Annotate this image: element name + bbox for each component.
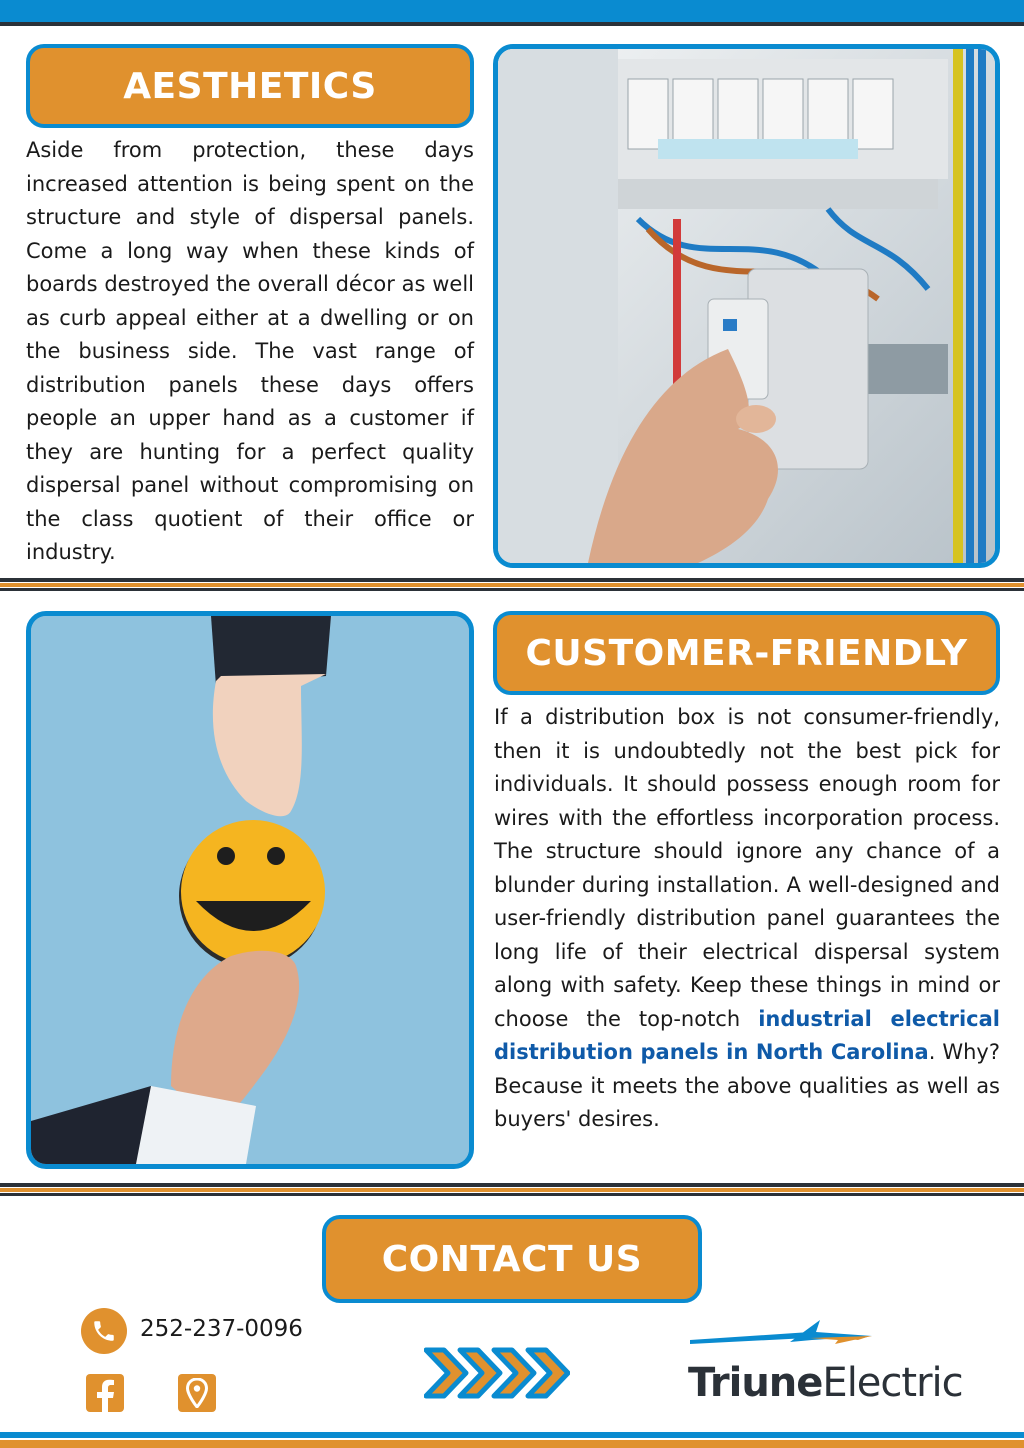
customer-friendly-paragraph: [494, 701, 1000, 1137]
facebook-glyph: [93, 1378, 117, 1412]
top-banner: [0, 0, 1024, 26]
customer-friendly-heading: CUSTOMER-FRIENDLY: [525, 632, 968, 674]
customer-friendly-text-after-link: . Why? Because it meets the above qualities as well as buyers' desires.: [494, 1040, 1001, 1131]
section-divider-1: [0, 578, 1024, 592]
smiley-handoff-illustration: [31, 616, 469, 1164]
section-divider-2: [0, 1183, 1024, 1197]
customer-friendly-text-before-link: If a distribution box is not consumer-friendly, then it is undoubtedly not the best pick for individuals. It should possess enough room for wires with the effortless incorporation process. The structure should ignore any chance of a blunder during installation. A well-designed and user-friendly distribution panel guarantees the long life of their electrical dispersal system along with safety. Keep these things in mind or choose the top-notch: [494, 705, 1000, 1031]
facebook-icon[interactable]: [86, 1374, 124, 1412]
bottom-banner: [0, 1432, 1024, 1448]
lightning-bolt-glyph: [690, 1318, 960, 1358]
location-pin-glyph: [186, 1378, 208, 1408]
industrial-panels-link[interactable]: industrial electrical distribution panels in North Carolina: [494, 1006, 1001, 1064]
chevron-arrows-glyph: [424, 1344, 570, 1402]
phone-icon[interactable]: [81, 1308, 127, 1354]
brand-logo: [688, 1360, 963, 1406]
smiley-handoff-photo: [26, 611, 474, 1169]
phone-glyph: [91, 1318, 117, 1344]
customer-friendly-heading-pill: [493, 611, 1000, 695]
lightning-bolt-icon: [690, 1318, 960, 1358]
location-pin-icon[interactable]: [178, 1374, 216, 1412]
phone-number[interactable]: 252-237-0096: [140, 1316, 303, 1342]
contact-us-heading: CONTACT US: [381, 1238, 643, 1280]
electrician-panel-illustration: [498, 49, 995, 563]
aesthetics-paragraph: Aside from protection, these days increased attention is being spent on the structure and style of dispersal panels. Come a long way when these kinds of boards destroyed the overall décor as well as curb appeal either at a dwelling or on the business side. The vast range of distribution panels these days offers people an upper hand as a customer if they are hunting for a perfect quality dispersal panel without compromising on the class quotient of their office or industry.: [26, 138, 474, 564]
aesthetics-heading: AESTHETICS: [123, 65, 377, 107]
contact-us-pill: [322, 1215, 702, 1303]
electrician-panel-photo: [493, 44, 1000, 568]
chevron-arrows-icon: [424, 1344, 570, 1402]
brand-name-bold: Triune: [688, 1360, 823, 1406]
brand-name-regular: Electric: [822, 1360, 963, 1406]
aesthetics-heading-pill: [26, 44, 474, 128]
